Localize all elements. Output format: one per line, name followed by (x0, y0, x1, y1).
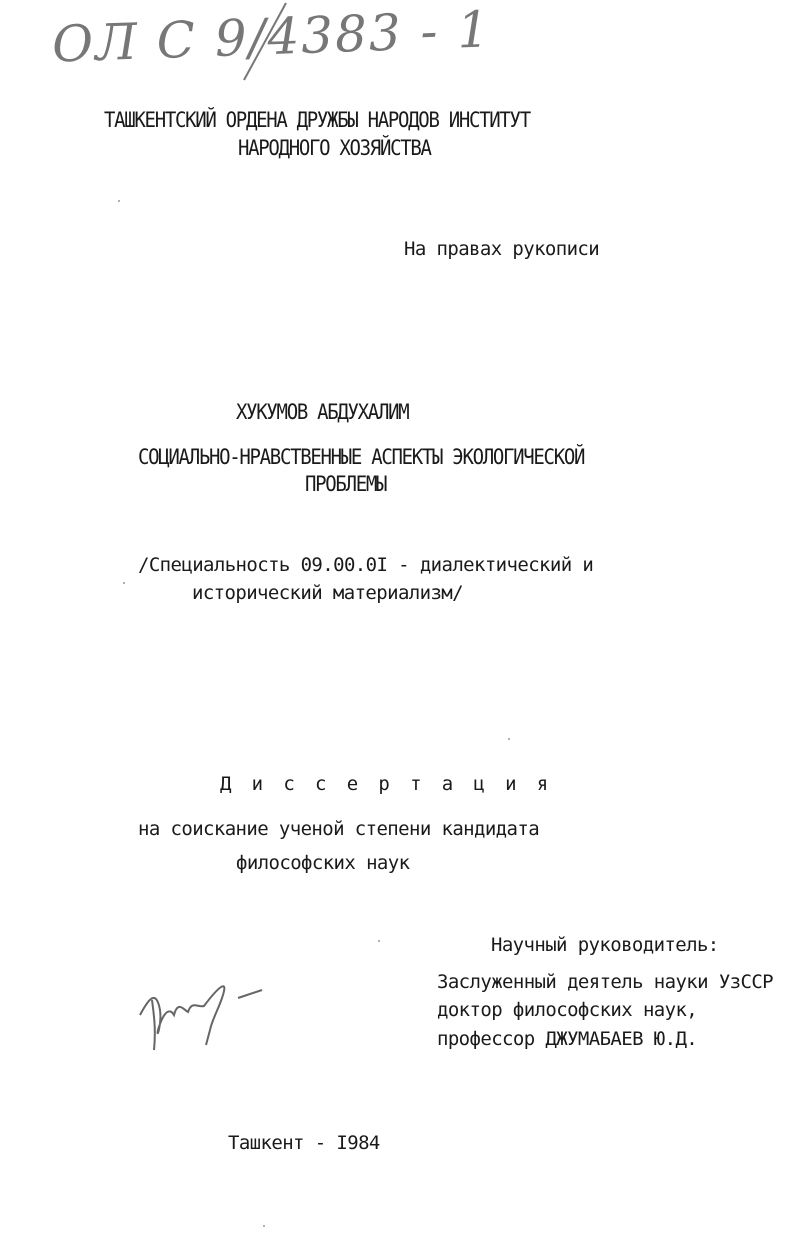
archive-mark: ОЛ С 9/4383 - 1 (51, 0, 493, 74)
specialty-line-2: исторический материализм/ (192, 582, 463, 604)
institute-line-1: ТАШКЕНТСКИЙ ОРДЕНА ДРУЖБЫ НАРОДОВ ИНСТИТУТ (104, 108, 530, 133)
degree-line-2: философских наук (236, 852, 410, 874)
manuscript-rights: На правах рукописи (404, 238, 600, 260)
scan-speck (118, 200, 120, 202)
scan-speck (123, 582, 125, 584)
degree-line-1: на соискание ученой степени кандидата (138, 818, 540, 840)
scan-speck (263, 1225, 265, 1227)
title-line-1: СОЦИАЛЬНО-НРАВСТВЕННЫЕ АСПЕКТЫ ЭКОЛОГИЧЕСКОЙ (138, 445, 585, 470)
archive-mark-slash (236, 0, 296, 88)
signature (130, 970, 270, 1060)
supervisor-line-2: доктор философских наук, (437, 999, 698, 1021)
supervisor-line-3: профессор ДЖУМАБАЕВ Ю.Д. (437, 1028, 698, 1050)
specialty-line-1: /Специальность 09.00.0I - диалектический и (138, 554, 594, 576)
supervisor-line-1: Заслуженный деятель науки УзССР (437, 971, 774, 993)
institute-line-2: НАРОДНОГО ХОЗЯЙСТВА (238, 136, 431, 161)
scan-speck (508, 738, 510, 740)
scan-speck (378, 940, 380, 942)
place-year: Ташкент - I984 (228, 1132, 380, 1154)
author-name: ХУКУМОВ АБДУХАЛИМ (236, 400, 409, 425)
supervisor-heading: Научный руководитель: (491, 934, 719, 956)
title-line-2: ПРОБЛЕМЫ (305, 472, 387, 497)
work-type: Д и с с е р т а ц и я (220, 773, 553, 795)
